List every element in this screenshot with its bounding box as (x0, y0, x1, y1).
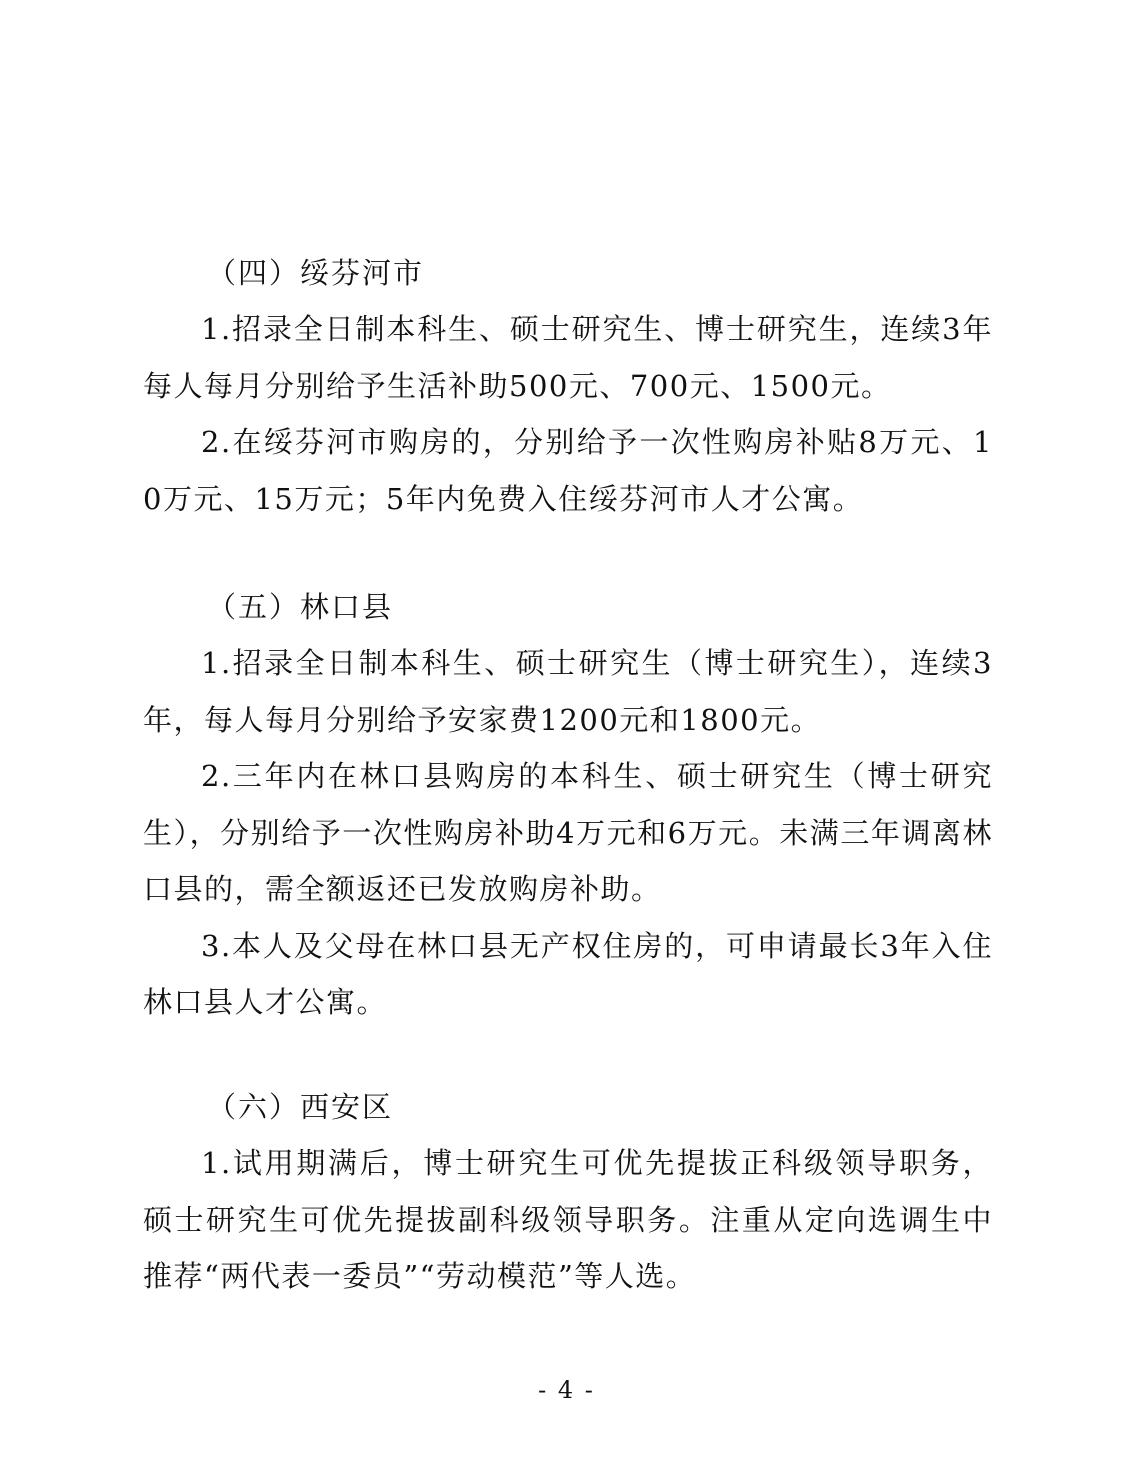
section-suifenhe (143, 245, 993, 527)
paragraph: 1.招录全日制本科生、硕士研究生（博士研究生），连续3年，每人每月分别给予安家费1200元和1800元。 (143, 646, 993, 737)
section-heading: （六）西安区 (207, 1090, 394, 1124)
paragraph: 3.本人及父母在林口县无产权住房的，可申请最长3年入住林口县人才公寓。 (143, 928, 993, 1019)
paragraph: 2.在绥芬河市购房的，分别给予一次性购房补贴8万元、10万元、15万元；5年内免费入住绥芬河市人才公寓。 (143, 425, 993, 516)
section-heading: （五）林口县 (207, 590, 394, 624)
section-heading: （四）绥芬河市 (207, 256, 425, 290)
paragraph: 1.试用期满后，博士研究生可优先提拔正科级领导职务，硕士研究生可优先提拔副科级领导职务。注重从定向选调生中推荐“两代表一委员”“劳动模范”等人选。 (143, 1146, 993, 1293)
paragraph: 2.三年内在林口县购房的本科生、硕士研究生（博士研究生），分别给予一次性购房补助4万元和6万元。未满三年调离林口县的，需全额返还已发放购房补助。 (143, 759, 993, 906)
section-linkou (143, 579, 993, 1031)
paragraph: 1.招录全日制本科生、硕士研究生、博士研究生，连续3年每人每月分别给予生活补助500元、700元、1500元。 (143, 312, 993, 403)
section-xian (143, 1079, 993, 1305)
page-number: - 4 - (538, 1376, 595, 1404)
